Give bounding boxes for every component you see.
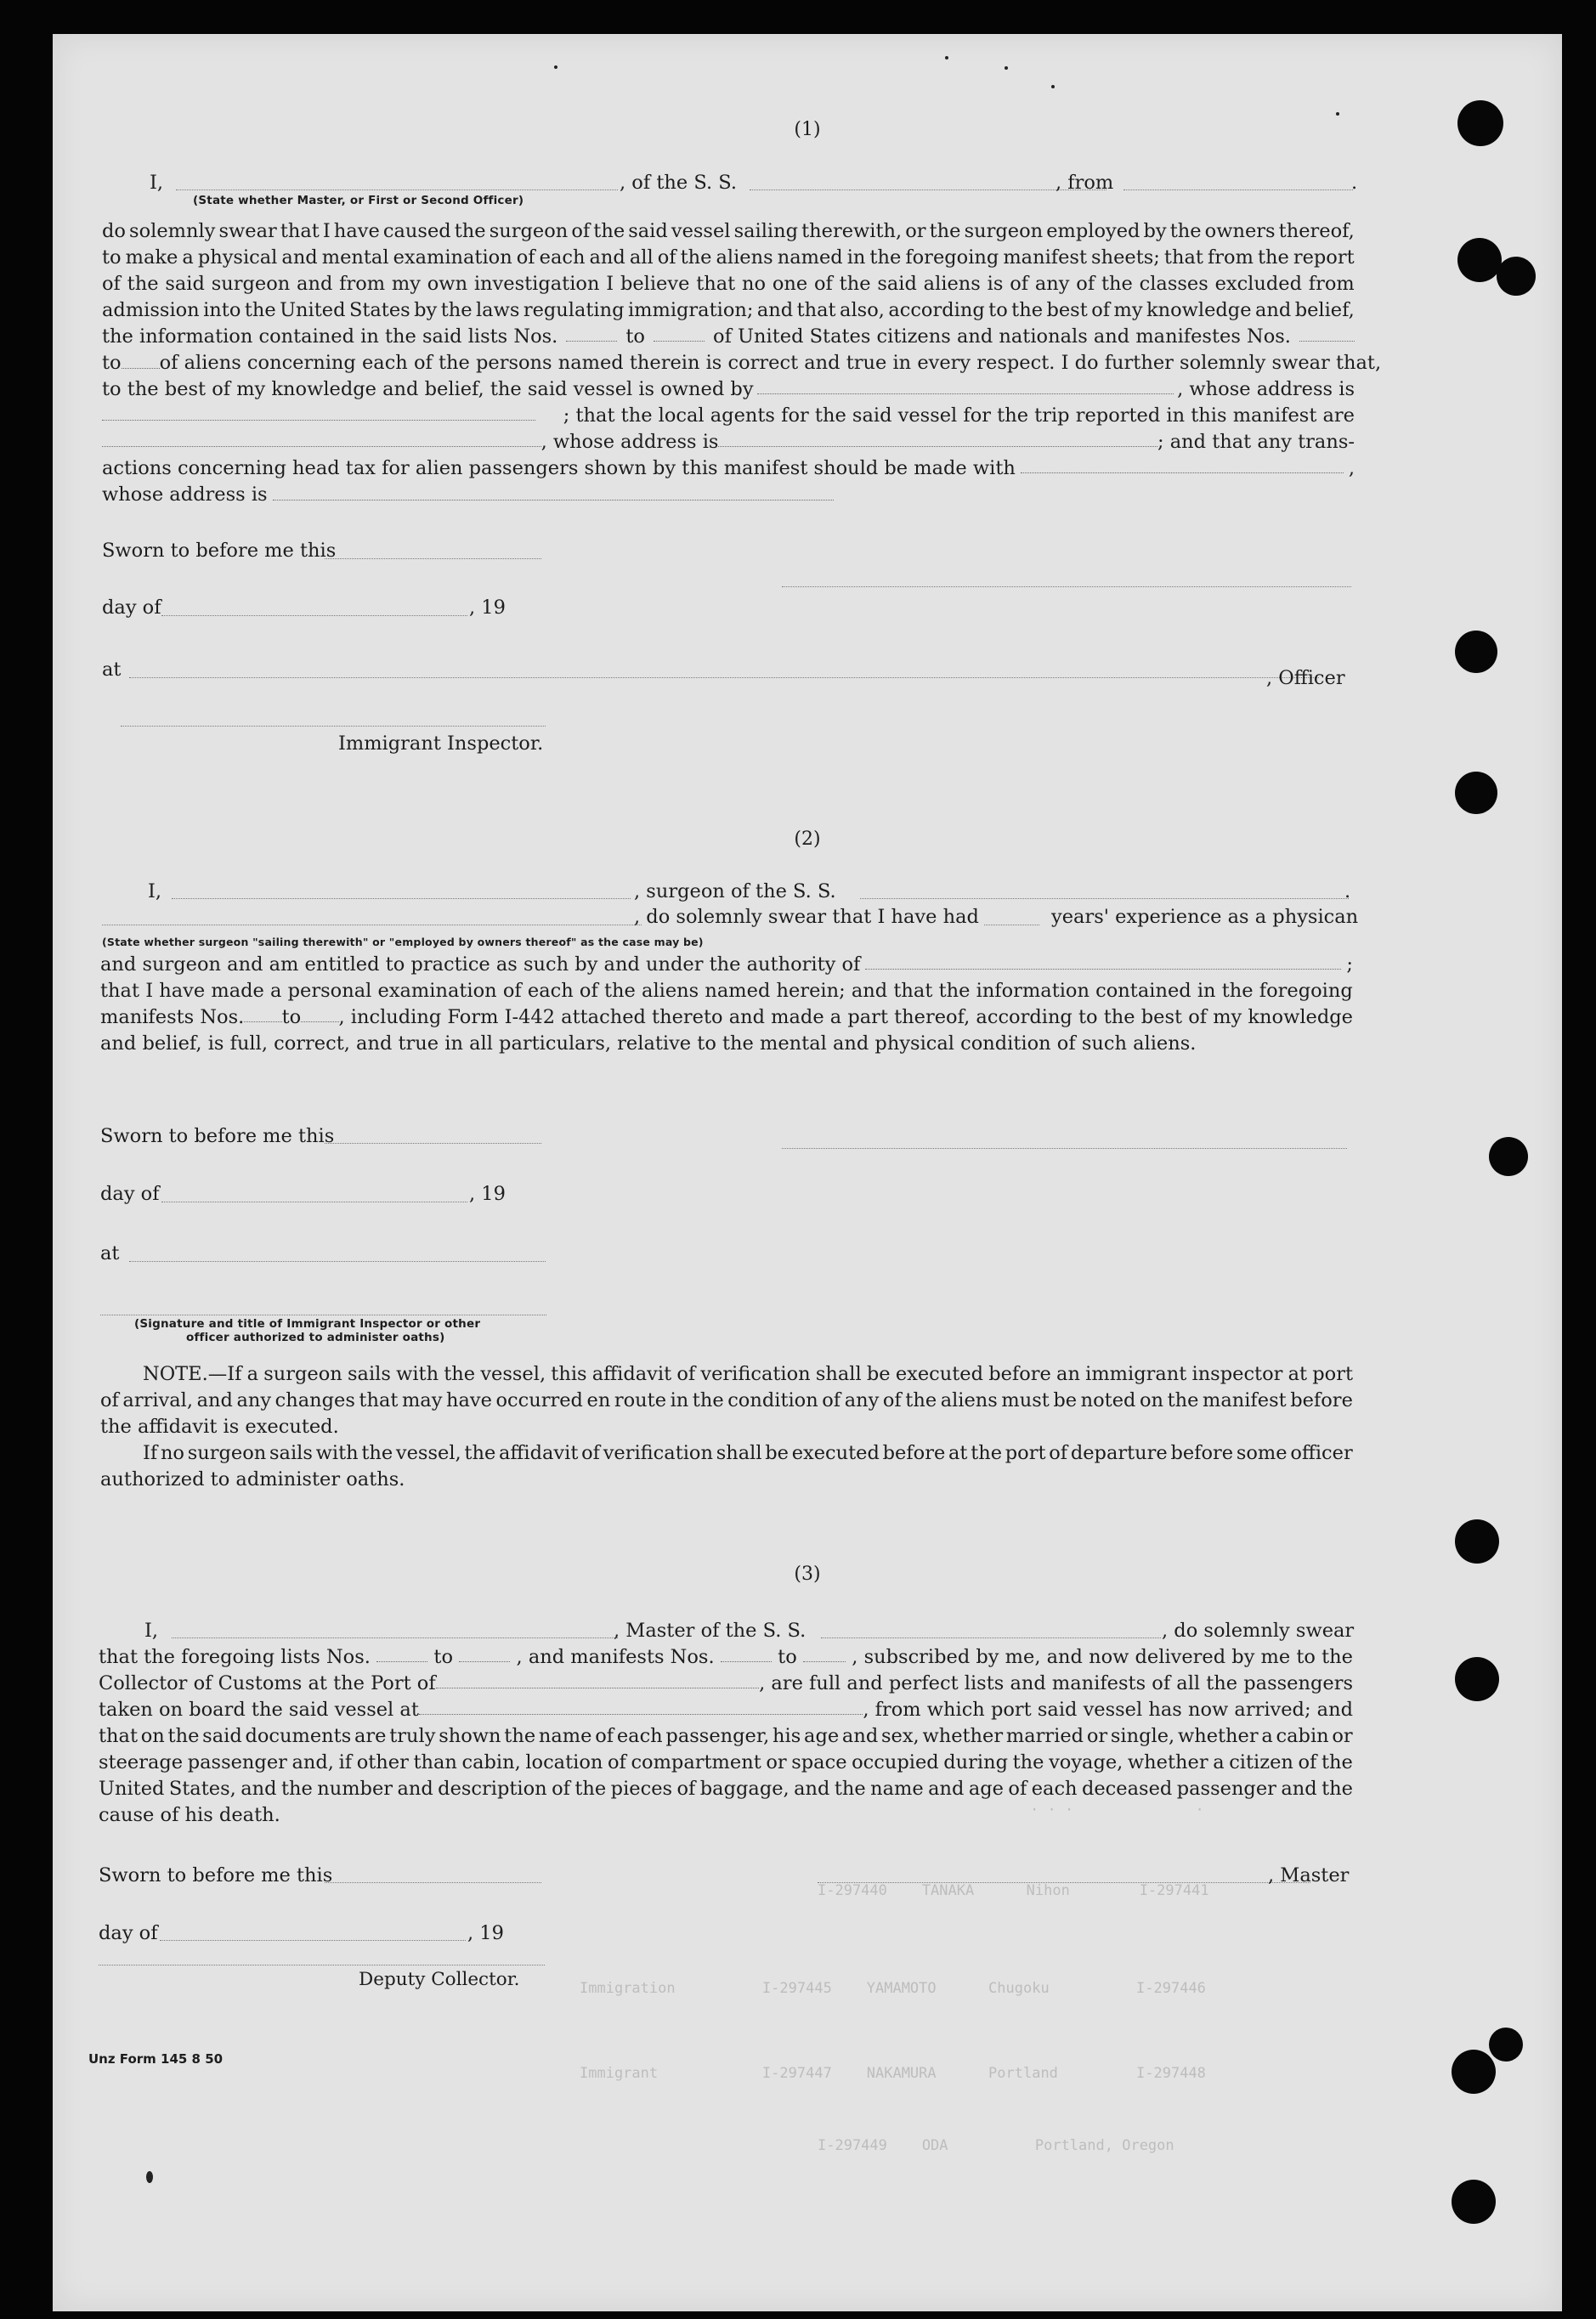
intro-i: I, (144, 1620, 159, 1642)
body-line: steerage passenger and, if other than cabin, location of compartment or space occupied during the voyage, whether a citizen of the (99, 1751, 1353, 1773)
body-line: , whose address is ; and that any trans- (102, 429, 1355, 455)
intro-i: I, (150, 172, 164, 194)
blank (376, 1644, 427, 1662)
speck (146, 2171, 153, 2183)
body-line: United States, and the number and description of the pieces of baggage, and the name and age of each deceased passenger and the (99, 1778, 1353, 1800)
body-line: do solemnly swear that I have caused the surgeon of the said vessel sailing therewith, or the surgeon employed by the owners thereof, (102, 220, 1355, 242)
punch-hole (1452, 2180, 1496, 2224)
body-line: that the foregoing lists Nos. to , and manifests Nos. to , subscribed by me, and now delivered by me to the (99, 1646, 1353, 1668)
note-line: authorized to administer oaths. (100, 1468, 405, 1490)
blank (459, 1644, 510, 1662)
punch-hole (1455, 772, 1497, 814)
sworn-label: Sworn to before me this (100, 1125, 335, 1147)
swear-label: , do solemnly swear that I have had (634, 906, 979, 928)
note-line: If no surgeon sails with the vessel, the affidavit of verification shall be executed before at the port of departure before some officer (143, 1442, 1353, 1464)
surgeon-of-label: , surgeon of the S. S. (634, 880, 836, 902)
intro-i: I, (148, 880, 162, 902)
body-line: to of aliens concerning each of the persons named therein is correct and true in every respect. I do further solemnly swear that, (102, 352, 1382, 374)
punch-hole (1457, 100, 1503, 146)
speck (1005, 66, 1008, 70)
punch-hole (1489, 2028, 1523, 2062)
punch-hole (1497, 257, 1536, 296)
affidavit-section-3 (53, 34, 1562, 2311)
signature-note-1: (Signature and title of Immigrant Inspector or other (134, 1317, 481, 1331)
note-line: NOTE.—If a surgeon sails with the vessel, this affidavit of verification shall be executed before an immigrant inspector at port (143, 1363, 1353, 1385)
punch-hole (1455, 1657, 1499, 1701)
body-line: of the said surgeon and from my own investigation I believe that no one of the said aliens is of any of the classes excluded from (102, 273, 1355, 295)
sworn-date-line (325, 1882, 541, 1883)
body-line: to the best of my knowledge and belief, the said vessel is owned by , whose address is (102, 378, 1355, 400)
swear-label: , do solemnly swear (1162, 1620, 1355, 1642)
punch-hole (1489, 1137, 1528, 1176)
embark-port-blank (419, 1697, 863, 1715)
body-line: Collector of Customs at the Port of , are full and perfect lists and manifests of all the passengers (99, 1672, 1353, 1694)
of-ss-label: , of the S. S. (620, 172, 738, 194)
officer-note: (State whether Master, or First or Second Officer) (193, 194, 524, 207)
master-signature-line (818, 1882, 1310, 1883)
punch-hole (1452, 2050, 1496, 2094)
blank (721, 1644, 772, 1662)
year-label: , 19 (469, 597, 506, 619)
year-label: , 19 (469, 1183, 506, 1205)
body-line: actions concerning head tax for alien passengers shown by this manifest should be made with , (102, 457, 1355, 479)
body-line: that I have made a personal examination of each of the aliens named herein; and that the information contained in the foregoing (100, 980, 1353, 1002)
from-label: , from (1056, 172, 1114, 194)
lists-nos-text: the information contained in the said lists Nos. (102, 325, 558, 348)
year-label: , 19 (467, 1922, 504, 1944)
at-label: at (102, 659, 122, 681)
master-name-line (172, 1637, 618, 1638)
body-line: that on the said documents are truly shown the name of each passenger, his age and sex, whether married or single, whether a cabin or (99, 1725, 1353, 1747)
body-line: admission into the United States by the laws regulating immigration; and that also, according to the best of my knowledge and belief, (102, 299, 1355, 321)
note-line: the affidavit is executed. (100, 1416, 339, 1438)
punch-hole (1455, 1519, 1499, 1564)
note-line: of arrival, and any changes that may have occurred en route in the condition of any of the aliens must be noted on the manifest before (100, 1389, 1353, 1411)
day-of-label: day of (99, 1922, 158, 1944)
speck (945, 56, 948, 59)
surgeon-note: (State whether surgeon "sailing therewith" or "employed by owners thereof" as the case may be) (102, 936, 704, 948)
bleed-through-text: Immigration I-297445 YAMAMOTO Chugoku I-297446 (580, 1980, 1206, 1997)
inspector-label: Immigrant Inspector. (338, 732, 544, 755)
day-of-label: day of (102, 597, 161, 619)
section-3-body (99, 1644, 1353, 1829)
ship-name-line (821, 1637, 1161, 1638)
deputy-collector-label: Deputy Collector. (359, 1969, 520, 1990)
sworn-label: Sworn to before me this (102, 540, 337, 562)
document-page (53, 34, 1562, 2311)
citizens-text: of United States citizens and nationals and manifestes Nos. (713, 325, 1291, 348)
signature-note-2: officer authorized to administer oaths) (186, 1331, 445, 1344)
body-line: and belief, is full, correct, and true in all particulars, relative to the mental and physical condition of such aliens. (100, 1032, 1197, 1055)
master-label: , Master (1268, 1864, 1350, 1886)
bleed-through-text: Immigrant I-297447 NAKAMURA Portland I-297448 (580, 2065, 1206, 2082)
body-line: taken on board the said vessel at , from which port said vessel has now arrived; and (99, 1699, 1353, 1721)
section-number: (1) (794, 119, 821, 140)
speck (1336, 112, 1339, 116)
speck (554, 65, 557, 69)
sworn-label: Sworn to before me this (99, 1864, 333, 1886)
punch-hole (1455, 631, 1497, 673)
bleed-through-text: · · · · (1030, 1801, 1204, 1818)
day-of-label: day of (100, 1183, 160, 1205)
section-number: (3) (794, 1564, 821, 1585)
bleed-through-text: I-297449 ODA Portland, Oregon (818, 2137, 1174, 2154)
body-line: to make a physical and mental examination of each and all of the aliens named in the foregoing manifest sheets; that from the report (102, 246, 1355, 269)
port-blank (436, 1671, 759, 1688)
body-line: and surgeon and am entitled to practice as such by and under the authority of ; (100, 953, 1353, 976)
period: . (1351, 172, 1358, 194)
period: . (1344, 880, 1351, 902)
blank (803, 1644, 846, 1662)
section-number: (2) (794, 829, 821, 850)
officer-label: , Officer (1266, 667, 1345, 689)
years-experience-label: years' experience as a physican (1051, 906, 1359, 928)
body-line: cause of his death. (99, 1804, 280, 1826)
day-of-line (160, 1940, 466, 1941)
form-identifier: Unz Form 145 8 50 (88, 2051, 224, 2067)
speck (1051, 85, 1055, 88)
bleed-through-text: I-297440 TANAKA Nihon I-297441 (818, 1882, 1209, 1899)
body-line: ; that the local agents for the said vessel for the trip reported in this manifest are (102, 403, 1355, 429)
punch-hole (1457, 238, 1502, 282)
master-of-label: , Master of the S. S. (614, 1620, 806, 1642)
body-line: manifests Nos. to , including Form I-442 attached thereto and made a part thereof, according to the best of my knowledge (100, 1006, 1353, 1028)
at-label: at (100, 1242, 120, 1264)
to-text: to (625, 325, 645, 348)
body-line: whose address is (102, 482, 1355, 508)
